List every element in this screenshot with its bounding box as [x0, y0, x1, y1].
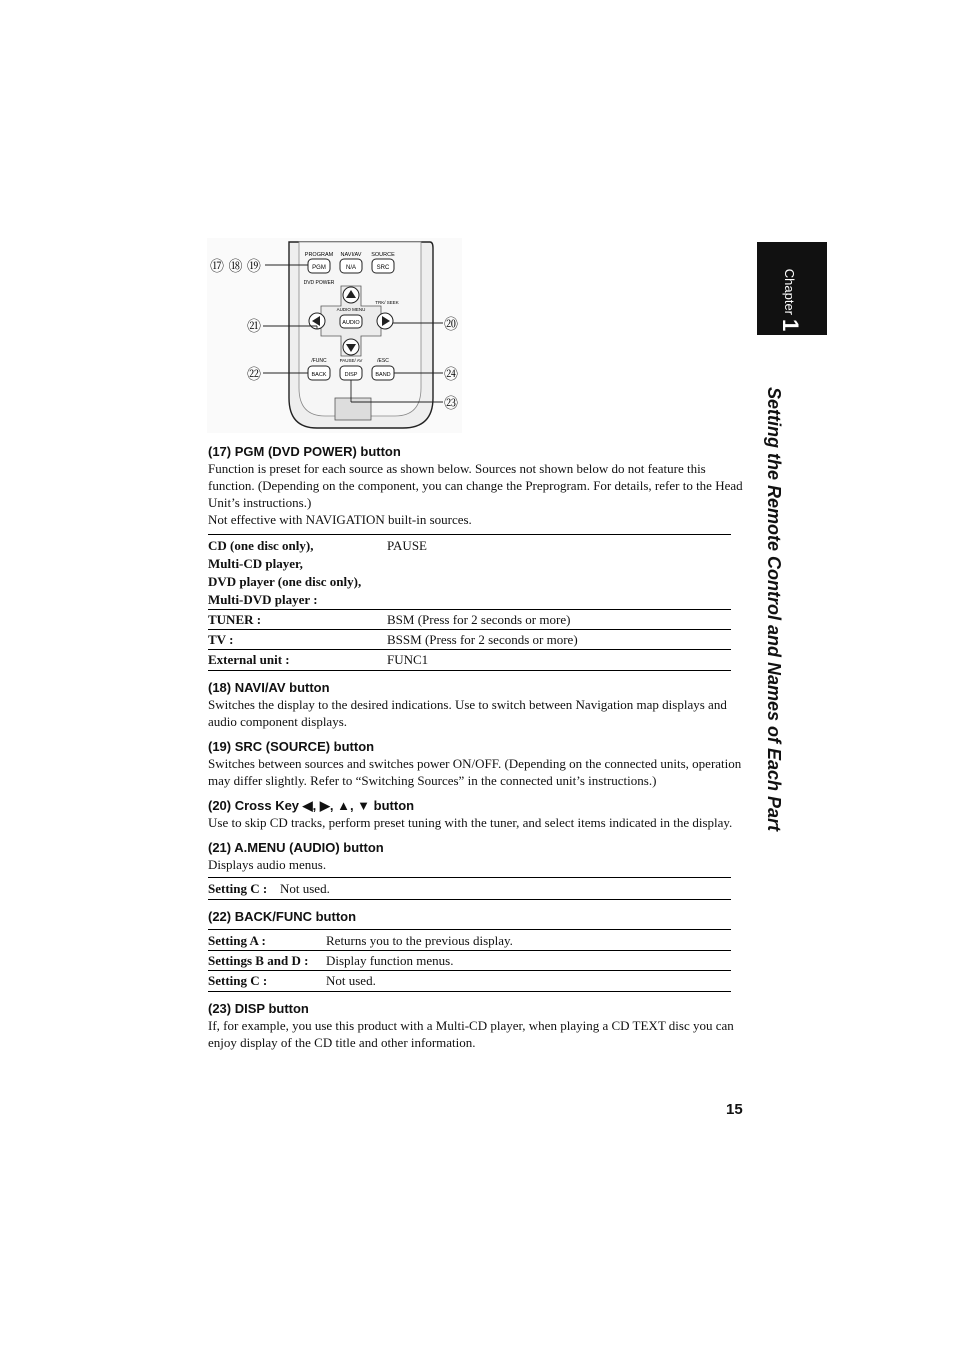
callout-20: ⑳: [444, 317, 458, 333]
section-23-body: If, for example, you use this product with a Multi-CD player, when playing a CD TEXT disc you can enjoy display of the CD title and other information.: [208, 1018, 734, 1050]
table-value: [387, 573, 731, 591]
section-23-heading: (23) DISP button: [208, 1001, 309, 1016]
section-21-table: [208, 877, 731, 900]
navi-av-label: NAVI/AV: [340, 252, 362, 258]
table-key: TUNER :: [208, 610, 387, 630]
chapter-label: [780, 254, 804, 346]
section-22-table: [208, 929, 731, 992]
func-label: /FUNC: [311, 358, 327, 364]
table-key: DVD player (one disc only),: [208, 574, 362, 589]
side-title: Setting the Remote Control and Names of Each Part: [764, 387, 784, 832]
table-key: TV :: [208, 630, 387, 650]
section-21-body: Displays audio menus.: [208, 857, 327, 872]
section-17: [208, 443, 743, 671]
table-key: Multi-CD player,: [208, 556, 303, 571]
table-value: BSSM (Press for 2 seconds or more): [387, 630, 731, 650]
dvd-power-label: DVD POWER: [303, 280, 335, 286]
table-value: FUNC1: [387, 650, 731, 671]
table-value: Display function menus.: [326, 951, 731, 971]
callout-24: ㉔: [444, 367, 458, 383]
table-value: Not used.: [280, 878, 731, 900]
section-17-body: Function is preset for each source as shown below. Sources not shown below do not feature this function. (Depending on the component, you can change the Preprogram. For details, refer to the Head Unit’s instructions.): [208, 461, 743, 510]
program-label: PROGRAM: [304, 252, 334, 258]
na-button-label: N/A: [345, 265, 357, 271]
section-19-body: Switches between sources and switches power ON/OFF. (Depending on the connected units, operation may differ slightly. Refer to “Switching Sources” in the connected unit’s instructions.): [208, 756, 742, 788]
section-17-note: Not effective with NAVIGATION built-in sources.: [208, 512, 472, 527]
table-value: BSM (Press for 2 seconds or more): [387, 610, 731, 630]
table-key: External unit :: [208, 650, 387, 671]
src-button-label: SRC: [376, 265, 390, 271]
callout-23: ㉓: [444, 396, 458, 412]
callout-22: ㉒: [247, 367, 261, 383]
table-value: PAUSE: [387, 535, 731, 556]
pause-av-label: PAUSE/ AV: [339, 358, 363, 363]
table-value: Not used.: [326, 971, 731, 992]
callout-21: ㉑: [247, 319, 261, 335]
section-22-heading: (22) BACK/FUNC button: [208, 909, 357, 924]
table-key: Multi-DVD player :: [208, 592, 318, 607]
main-content: [208, 443, 743, 1059]
section-21-heading: (21) A.MENU (AUDIO) button: [208, 840, 384, 855]
table-key: Setting C :: [208, 878, 280, 900]
section-17-heading: (17) PGM (DVD POWER) button: [208, 444, 401, 459]
table-value: [387, 591, 731, 610]
callout-17-18-19: ⑰ ⑱ ⑲: [210, 259, 261, 275]
table-value: [387, 555, 731, 573]
table-key: Settings B and D :: [208, 951, 326, 971]
source-label: SOURCE: [371, 252, 395, 258]
section-21: [208, 839, 743, 900]
remote-control-figure: [207, 238, 462, 433]
table-key: Setting C :: [208, 971, 326, 992]
band-button-label: BAND: [375, 372, 391, 378]
chapter-number: 1: [778, 319, 803, 332]
back-button-label: BACK: [311, 372, 327, 378]
section-18-body: Switches the display to the desired indications. Use to switch between Navigation map displays and audio component displays.: [208, 697, 727, 729]
table-key: CD (one disc only),: [208, 535, 387, 556]
section-17-table: [208, 534, 731, 671]
pgm-button-label: PGM: [312, 265, 326, 271]
audio-button-label: AUDIO: [342, 320, 360, 326]
disp-button-label: DISP: [344, 372, 358, 378]
section-20-body: Use to skip CD tracks, perform preset tuning with the tuner, and select items indicated in the display.: [208, 815, 733, 830]
section-22: [208, 908, 743, 992]
section-18: [208, 679, 743, 730]
section-19: [208, 738, 743, 789]
audio-menu-label: AUDIO MENU: [336, 307, 366, 312]
table-value: Returns you to the previous display.: [326, 930, 731, 951]
esc-label: /ESC: [377, 358, 389, 364]
trk-seek-label: TRK/ SEEK: [375, 300, 399, 305]
table-key: Setting A :: [208, 930, 326, 951]
page-number: 15: [726, 1101, 743, 1118]
chapter-word: Chapter: [782, 268, 797, 315]
section-19-heading: (19) SRC (SOURCE) button: [208, 739, 375, 754]
section-23: [208, 1000, 743, 1051]
section-18-heading: (18) NAVI/AV button: [208, 680, 330, 695]
section-20-heading: (20) Cross Key ◀, ▶, ▲, ▼ button: [208, 798, 415, 813]
section-20: [208, 797, 743, 831]
